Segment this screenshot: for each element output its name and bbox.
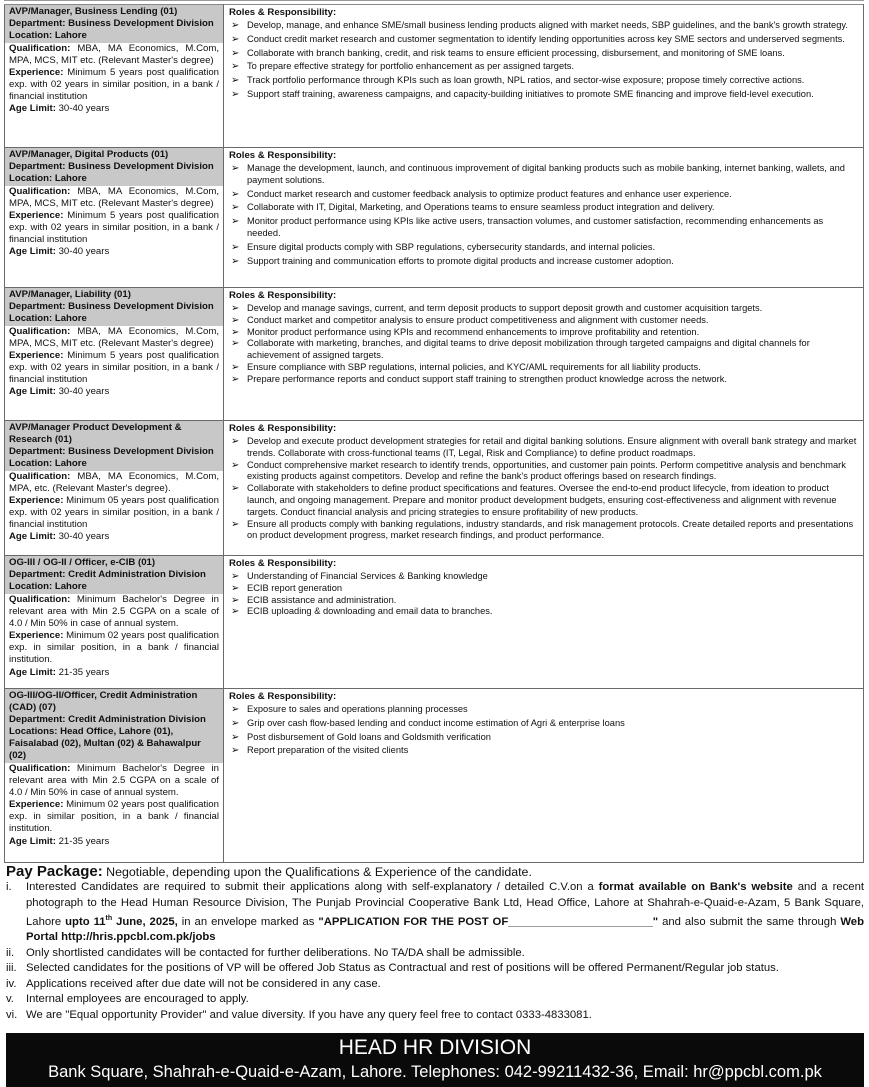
experience: Experience: Minimum 5 years post qualification exp. with 02 years in similar position, in a bank / financial institution	[9, 210, 220, 246]
arrow-bullet-icon: ➢	[231, 594, 240, 606]
job-responsibilities-cell	[224, 556, 864, 689]
experience: Experience: Minimum 5 years post qualification exp. with 02 years in similar position, in a bank / financial institution	[9, 67, 220, 103]
position-title: OG-III / OG-II / Officer, e-CIB (01)	[9, 557, 156, 568]
job-responsibilities-cell	[224, 288, 864, 421]
list-item: v. Internal employees are encouraged to apply.	[6, 993, 249, 1006]
list-item: ➢ ECIB uploading & downloading and email data to branches.	[231, 606, 493, 618]
arrow-bullet-icon: ➢	[231, 459, 240, 471]
list-item: ➢ Collaborate with stakeholders to define product specifications and features. Oversee the end-to-end product lifecycle, from ideation to product launch, and ongoing management. Prepare and monitor product development budgets, ensuring cost-effectiveness and alignment with revenue targets. Conduct financial analysis and pricing strategies to ensure profitability of new products.	[231, 483, 837, 517]
arrow-bullet-icon: ➢	[231, 373, 240, 385]
arrow-bullet-icon: ➢	[231, 326, 240, 338]
age-limit: Age Limit: 30-40 years	[9, 386, 110, 398]
qualification: Qualification: MBA, MA Economics, M.Com, MPA, etc. (Relevant Master's degree).	[9, 471, 219, 495]
job-row	[5, 421, 864, 556]
application-info	[6, 864, 864, 1023]
responsibility-list	[229, 163, 858, 267]
arrow-bullet-icon: ➢	[231, 717, 240, 729]
list-item: ➢ Support training and communication efforts to promote digital products and increase customer adoption.	[231, 255, 674, 267]
location: Location: Lahore	[9, 173, 87, 184]
notes-list	[6, 880, 864, 1023]
responsibility-list	[229, 704, 858, 757]
department: Department: Business Development Division	[9, 301, 214, 312]
qualification: Qualification: MBA, MA Economics, M.Com, MPA, MCS, MIT etc. (Relevant Master's degree)	[9, 326, 219, 350]
web-portal-link[interactable]: http://hris.ppcbl.com.pk/jobs	[58, 931, 216, 944]
list-item: iv. Applications received after due date will not be considered in any case.	[6, 977, 381, 990]
list-item: ➢ Collaborate with branch banking, credit, and risk teams to ensure efficient processing, disbursement, and monitoring of SME loans.	[231, 47, 785, 59]
arrow-bullet-icon: ➢	[231, 163, 240, 174]
age-limit: Age Limit: 21-35 years	[9, 666, 110, 678]
age-limit: Age Limit: 30-40 years	[9, 531, 110, 543]
list-item: ➢ Ensure digital products comply with SBP regulations, cybersecurity standards, and internal policies.	[231, 241, 656, 253]
qualification: Qualification: MBA, MA Economics, M.Com, MPA, MCS, MIT etc. (Relevant Master's degree)	[9, 186, 219, 210]
department: Department: Business Development Division	[9, 446, 214, 457]
arrow-bullet-icon: ➢	[231, 88, 240, 100]
location: Location: Lahore	[9, 581, 87, 592]
job-row	[5, 689, 864, 863]
position-title: AVP/Manager Product Development & Research (01)	[9, 422, 182, 445]
list-item: ➢ Monitor product performance using KPIs and recommend enhancements to improve profitability and retention.	[231, 326, 700, 338]
department: Department: Credit Administration Division	[9, 714, 206, 725]
list-item: ➢ Support staff training, awareness campaigns, and capacity-building initiatives to promote SME financing and improve field-level execution.	[231, 88, 814, 100]
experience: Experience: Minimum 02 years post qualification exp. in similar position, in a bank / financial institution.	[9, 799, 219, 835]
arrow-bullet-icon: ➢	[231, 33, 240, 45]
experience: Experience: Minimum 5 years post qualification exp. with 02 years in similar position, in a bank / financial institution	[9, 350, 220, 386]
roles-title: Roles & Responsibility:	[229, 423, 337, 434]
list-item: ➢ Manage the development, launch, and continuous improvement of digital banking products such as mobile banking, internet banking, wallets, and payment solutions.	[231, 163, 845, 185]
footer-banner	[6, 1033, 864, 1087]
roles-title: Roles & Responsibility:	[229, 290, 337, 301]
pay-package: Pay Package: Negotiable, depending upon the Qualifications & Experience of the candidate.	[6, 863, 532, 880]
list-item: ➢ ECIB report generation	[231, 582, 343, 594]
arrow-bullet-icon: ➢	[231, 20, 240, 31]
arrow-bullet-icon: ➢	[231, 216, 240, 228]
list-item: ➢ Collaborate with marketing, branches, and digital teams to drive deposit mobilization through targeted campaigns and digital channels for achievement of assigned targets.	[231, 338, 810, 361]
job-summary-cell	[5, 556, 224, 689]
job-responsibilities-cell	[224, 421, 864, 556]
arrow-bullet-icon: ➢	[231, 582, 240, 594]
arrow-bullet-icon: ➢	[231, 47, 240, 59]
list-item: ➢ Grip over cash flow-based lending and conduct income estimation of Agri & enterprise loans	[231, 717, 625, 729]
position-title: AVP/Manager, Liability (01)	[9, 289, 131, 300]
job-responsibilities-cell	[224, 5, 864, 148]
list-item: ➢ Develop and manage savings, current, and term deposit products to support deposit growth and customer acquisition targets.	[231, 303, 763, 314]
position-title: AVP/Manager, Digital Products (01)	[9, 149, 169, 160]
list-item: ➢ Ensure all products comply with banking regulations, industry standards, and risk management protocols. Create detailed reports and presentations on product development progress, market research findings, and product performance.	[231, 518, 854, 541]
position-title: OG-III/OG-II/Officer, Credit Administration (CAD) (07)	[9, 690, 198, 713]
list-item: ➢ Report preparation of the visited clients	[231, 745, 409, 757]
arrow-bullet-icon: ➢	[231, 75, 240, 87]
roles-title: Roles & Responsibility:	[229, 558, 337, 569]
list-item: ➢ Conduct market research and customer feedback analysis to optimize product features and enhance user experience.	[231, 188, 732, 200]
position-header	[5, 421, 223, 471]
location: Location: Lahore	[9, 313, 87, 324]
department: Department: Business Development Division	[9, 18, 214, 29]
job-responsibilities-cell	[224, 148, 864, 288]
job-responsibilities-cell	[224, 689, 864, 863]
roles-title: Roles & Responsibility:	[229, 691, 337, 702]
position-header	[5, 148, 223, 186]
arrow-bullet-icon: ➢	[231, 188, 240, 200]
list-item: ➢ Exposure to sales and operations planning processes	[231, 704, 468, 715]
arrow-bullet-icon: ➢	[231, 436, 240, 447]
list-item: ➢ Prepare performance reports and conduct support staff training to strengthen product knowledge across the network.	[231, 373, 727, 385]
arrow-bullet-icon: ➢	[231, 314, 240, 326]
list-item: ➢ Conduct market and competitor analysis to ensure product competitiveness and alignment with customer needs.	[231, 314, 709, 326]
age-limit: Age Limit: 21-35 years	[9, 835, 110, 847]
responsibility-list	[229, 436, 858, 542]
list-item: ➢ ECIB assistance and administration.	[231, 594, 397, 606]
department: Department: Credit Administration Division	[9, 569, 206, 580]
job-summary-cell	[5, 288, 224, 421]
arrow-bullet-icon: ➢	[231, 704, 240, 715]
job-summary-cell	[5, 5, 224, 148]
location: Location: Lahore	[9, 458, 87, 469]
responsibility-list	[229, 571, 858, 618]
arrow-bullet-icon: ➢	[231, 202, 240, 214]
arrow-bullet-icon: ➢	[231, 241, 240, 253]
arrow-bullet-icon: ➢	[231, 338, 240, 350]
list-item: ii. Only shortlisted candidates will be contacted for further deliberations. No TA/DA shall be admissible.	[6, 946, 525, 959]
footer-title: HEAD HR DIVISION	[338, 1036, 532, 1059]
position-header	[5, 689, 223, 763]
arrow-bullet-icon: ➢	[231, 731, 240, 743]
arrow-bullet-icon: ➢	[231, 745, 240, 757]
job-summary-cell	[5, 689, 224, 863]
responsibility-list	[229, 20, 858, 101]
list-item: ➢ Develop and execute product development strategies for retail and digital banking solutions. Ensure alignment with overall bank strategy and market trends. Collaborate with cross-functional teams (IT, Legal, Risk and Compliance) to define product roadmaps.	[231, 436, 857, 458]
list-item: ➢ Ensure compliance with SBP regulations, internal policies, and KYC/AML requirements for all liability products.	[231, 361, 701, 373]
list-item: ➢ Monitor product performance using KPIs like active users, transaction volumes, and customer satisfaction, recommending enhancements as needed.	[231, 216, 824, 238]
arrow-bullet-icon: ➢	[231, 303, 240, 314]
job-row	[5, 5, 864, 148]
arrow-bullet-icon: ➢	[231, 483, 240, 495]
responsibility-list	[229, 303, 858, 386]
position-header	[5, 556, 223, 594]
arrow-bullet-icon: ➢	[231, 255, 240, 267]
arrow-bullet-icon: ➢	[231, 61, 240, 73]
list-item: ➢ Understanding of Financial Services & Banking knowledge	[231, 571, 488, 582]
location: Locations: Head Office, Lahore (01), Faisalabad (02), Multan (02) & Bahawalpur (02)	[9, 726, 201, 761]
job-row	[5, 288, 864, 421]
experience: Experience: Minimum 02 years post qualification exp. in similar position, in a bank / financial institution.	[9, 630, 219, 666]
list-item: i. Interested Candidates are required to submit their applications along with self-explanatory / detailed C.V.on a format available on Bank's website and a recent photograph to the Head Human Resource Division, The Punjab Provincial Cooperative Bank Ltd, Head Office, Lahore at Shahrah-e-Quaid-e-Azam, 5 Bank Square, Lahore upto 11th June, 2025, in an envelope marked as "APPLICATION FOR THE POST OF_______________________" and also submit the same through Web Portal http://hris.ppcbl.com.pk/jobs	[6, 881, 864, 944]
jobs-table	[4, 4, 864, 863]
list-item: ➢ Track portfolio performance through KPIs such as loan growth, NPL ratios, and sector-wise exposure; propose timely corrective actions.	[231, 75, 805, 87]
job-row	[5, 556, 864, 689]
age-limit: Age Limit: 30-40 years	[9, 103, 110, 115]
list-item: vi. We are "Equal opportunity Provider" and value diversity. If you have any query feel free to contact 0333-4833081.	[6, 1008, 592, 1021]
experience: Experience: Minimum 05 years post qualification exp. with 02 years in similar position, in a bank / financial institution	[9, 495, 219, 531]
arrow-bullet-icon: ➢	[231, 606, 240, 618]
qualification: Qualification: Minimum Bachelor's Degree in relevant area with Min 2.5 CGPA on a scale of 4.0 / Min 50% in case of annual system.	[9, 594, 219, 630]
job-row	[5, 148, 864, 288]
age-limit: Age Limit: 30-40 years	[9, 246, 110, 258]
list-item: iii. Selected candidates for the positions of VP will be offered Job Status as Contractual and rest of positions will be offered Permanent/Regular job status.	[6, 962, 779, 975]
list-item: ➢ Conduct comprehensive market research to identify trends, opportunities, and customer pain points. Perform competitive analysis and benchmark existing products against competitors. Develop and refine the bank's product offerings based on research findings.	[231, 459, 846, 482]
arrow-bullet-icon: ➢	[231, 571, 240, 582]
position-header	[5, 5, 223, 43]
arrow-bullet-icon: ➢	[231, 518, 240, 530]
roles-title: Roles & Responsibility:	[229, 7, 337, 18]
list-item: ➢ To prepare effective strategy for portfolio enhancement as per assigned targets.	[231, 61, 574, 73]
qualification: Qualification: MBA, MA Economics, M.Com, MPA, MCS, MIT etc. (Relevant Master's degree)	[9, 43, 219, 67]
position-title: AVP/Manager, Business Lending (01)	[9, 6, 178, 17]
arrow-bullet-icon: ➢	[231, 361, 240, 373]
roles-title: Roles & Responsibility:	[229, 150, 337, 161]
list-item: ➢ Develop, manage, and enhance SME/small business lending products aligned with market needs, SBP guidelines, and the bank's growth strategy.	[231, 20, 848, 31]
list-item: ➢ Conduct credit market research and customer segmentation to identify lending opportunities across key SME sectors and underserved segments.	[231, 33, 845, 45]
qualification: Qualification: Minimum Bachelor's Degree in relevant area with Min 2.5 CGPA on a scale of 4.0 / Min 50% in case of annual system.	[9, 763, 219, 799]
department: Department: Business Development Division	[9, 161, 214, 172]
list-item: ➢ Post disbursement of Gold loans and Goldsmith verification	[231, 731, 491, 743]
location: Location: Lahore	[9, 30, 87, 41]
job-summary-cell	[5, 421, 224, 556]
position-header	[5, 288, 223, 326]
footer-address: Bank Square, Shahrah-e-Quaid-e-Azam, Lahore. Telephones: 042-99211432-36, Email: hr@ppcbl.com.pk	[48, 1063, 822, 1081]
list-item: ➢ Collaborate with IT, Digital, Marketing, and Operations teams to ensure seamless product integration and delivery.	[231, 202, 715, 214]
job-summary-cell	[5, 148, 224, 288]
